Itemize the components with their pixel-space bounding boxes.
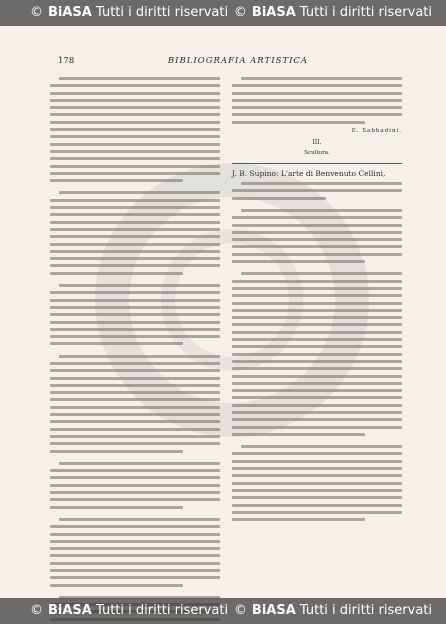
section-rule — [232, 163, 402, 164]
text-line — [50, 84, 220, 87]
text-line — [50, 540, 220, 543]
text-line — [232, 418, 402, 421]
text-line — [232, 323, 402, 326]
copyright-c-icon: © — [233, 603, 247, 618]
running-head: BIBLIOGRAFIA ARTISTICA — [167, 56, 309, 66]
text-line — [50, 206, 220, 209]
text-line — [232, 489, 402, 492]
text-line — [241, 77, 402, 80]
watermark-label — [30, 603, 228, 618]
text-line — [232, 518, 365, 521]
text-line — [50, 321, 220, 324]
watermark-logo: BiASA — [48, 5, 92, 20]
text-line — [50, 264, 220, 267]
text-line — [232, 245, 402, 248]
text-line — [232, 360, 402, 363]
text-line — [50, 99, 220, 102]
text-line — [232, 353, 402, 356]
text-line — [50, 442, 220, 445]
text-line — [50, 179, 183, 182]
text-line — [232, 338, 402, 341]
text-line — [50, 384, 220, 387]
review-body — [232, 182, 402, 521]
text-line — [232, 231, 402, 234]
watermark-text: Tutti i diritti riservati — [299, 5, 432, 20]
text-line — [232, 92, 402, 95]
text-line — [50, 491, 220, 494]
text-line — [50, 250, 220, 253]
review-heading: J. B. Supino: L'arte di Benvenuto Cellini, — [232, 169, 386, 179]
text-line — [50, 150, 220, 153]
text-line — [50, 506, 183, 509]
text-line — [232, 411, 402, 414]
text-line — [50, 498, 220, 501]
text-line — [50, 272, 183, 275]
watermark-label — [30, 5, 228, 20]
text-line — [232, 121, 365, 124]
text-line — [50, 547, 220, 550]
text-line — [50, 228, 220, 231]
text-line — [232, 216, 402, 219]
text-line — [50, 469, 220, 472]
text-line — [232, 382, 402, 385]
text-line — [50, 143, 220, 146]
text-line — [232, 452, 402, 455]
text-line — [232, 404, 402, 407]
text-line — [232, 253, 402, 256]
text-line — [50, 562, 220, 565]
text-line — [232, 367, 402, 370]
watermark-text: Tutti i diritti riservati — [96, 603, 229, 618]
text-line — [50, 113, 220, 116]
reviewer-signature: E. Sabbadini. — [351, 128, 402, 135]
text-line — [232, 474, 402, 477]
text-line — [50, 172, 220, 175]
text-line — [232, 189, 402, 192]
text-line — [50, 398, 220, 401]
text-line — [232, 224, 402, 227]
text-line — [50, 554, 220, 557]
text-line — [232, 99, 402, 102]
section-category: Scultura. — [304, 150, 330, 157]
watermark-text: Tutti i diritti riservati — [299, 603, 432, 618]
text-line — [241, 209, 402, 212]
page-header — [58, 56, 418, 70]
text-line — [241, 445, 402, 448]
text-line — [241, 182, 402, 185]
watermark-banner-bottom — [0, 598, 446, 624]
copyright-c-icon: © — [233, 5, 247, 20]
copyright-c-icon: © — [30, 5, 43, 20]
text-line — [232, 396, 402, 399]
text-line — [232, 511, 402, 514]
text-line — [50, 342, 183, 345]
text-line — [50, 157, 220, 160]
text-line — [59, 518, 220, 521]
text-line — [232, 260, 365, 263]
text-line — [232, 84, 402, 87]
watermark-logo: BiASA — [251, 5, 296, 20]
text-line — [50, 92, 220, 95]
text-line — [50, 199, 220, 202]
text-line — [232, 309, 402, 312]
text-line — [50, 576, 220, 579]
text-line — [50, 328, 220, 331]
watermark-banner-top — [0, 0, 446, 26]
text-line — [50, 569, 220, 572]
text-line — [50, 165, 220, 168]
closing-paragraph — [232, 77, 402, 124]
text-line — [50, 362, 220, 365]
text-line — [232, 106, 402, 109]
text-line — [59, 462, 220, 465]
section-number: III. — [312, 139, 322, 147]
text-line — [232, 389, 402, 392]
text-line — [50, 128, 220, 131]
text-line — [50, 584, 183, 587]
text-line — [232, 302, 402, 305]
watermark-text: Tutti i diritti riservati — [96, 5, 229, 20]
text-line — [232, 375, 402, 378]
text-line — [232, 280, 402, 283]
text-line — [50, 391, 220, 394]
text-line — [50, 299, 220, 302]
text-line — [50, 257, 220, 260]
page-number: 178 — [58, 56, 75, 66]
text-line — [232, 433, 365, 436]
text-line — [50, 221, 220, 224]
text-line — [241, 272, 402, 275]
watermark-logo: BiASA — [251, 603, 296, 618]
text-line — [50, 525, 220, 528]
text-line — [50, 413, 220, 416]
text-line — [232, 197, 326, 200]
text-line — [50, 291, 220, 294]
text-line — [50, 420, 220, 423]
text-line — [50, 428, 220, 431]
text-line — [50, 533, 220, 536]
text-line — [59, 191, 220, 194]
text-line — [50, 106, 220, 109]
text-line — [232, 331, 402, 334]
text-line — [232, 460, 402, 463]
text-line — [232, 467, 402, 470]
text-line — [50, 135, 220, 138]
copyright-c-icon: © — [30, 603, 43, 618]
watermark-label — [234, 603, 432, 618]
text-line — [232, 294, 402, 297]
text-line — [50, 243, 220, 246]
text-line — [59, 284, 220, 287]
text-line — [232, 316, 402, 319]
text-line — [232, 287, 402, 290]
text-line — [59, 355, 220, 358]
text-line — [50, 435, 220, 438]
text-line — [50, 335, 220, 338]
text-line — [50, 406, 220, 409]
text-line — [59, 77, 220, 80]
text-line — [232, 345, 402, 348]
text-line — [50, 476, 220, 479]
text-line — [50, 377, 220, 380]
watermark-logo: BiASA — [48, 603, 92, 618]
text-line — [232, 426, 402, 429]
text-line — [50, 450, 183, 453]
text-line — [232, 504, 402, 507]
text-line — [232, 482, 402, 485]
text-line — [50, 121, 220, 124]
text-line — [232, 496, 402, 499]
text-line — [50, 313, 220, 316]
text-line — [232, 238, 402, 241]
left-column — [50, 77, 220, 624]
text-line — [232, 113, 402, 116]
text-line — [50, 235, 220, 238]
text-line — [50, 369, 220, 372]
text-line — [50, 213, 220, 216]
watermark-label — [234, 5, 432, 20]
text-line — [50, 306, 220, 309]
right-column — [232, 77, 402, 525]
text-line — [50, 484, 220, 487]
